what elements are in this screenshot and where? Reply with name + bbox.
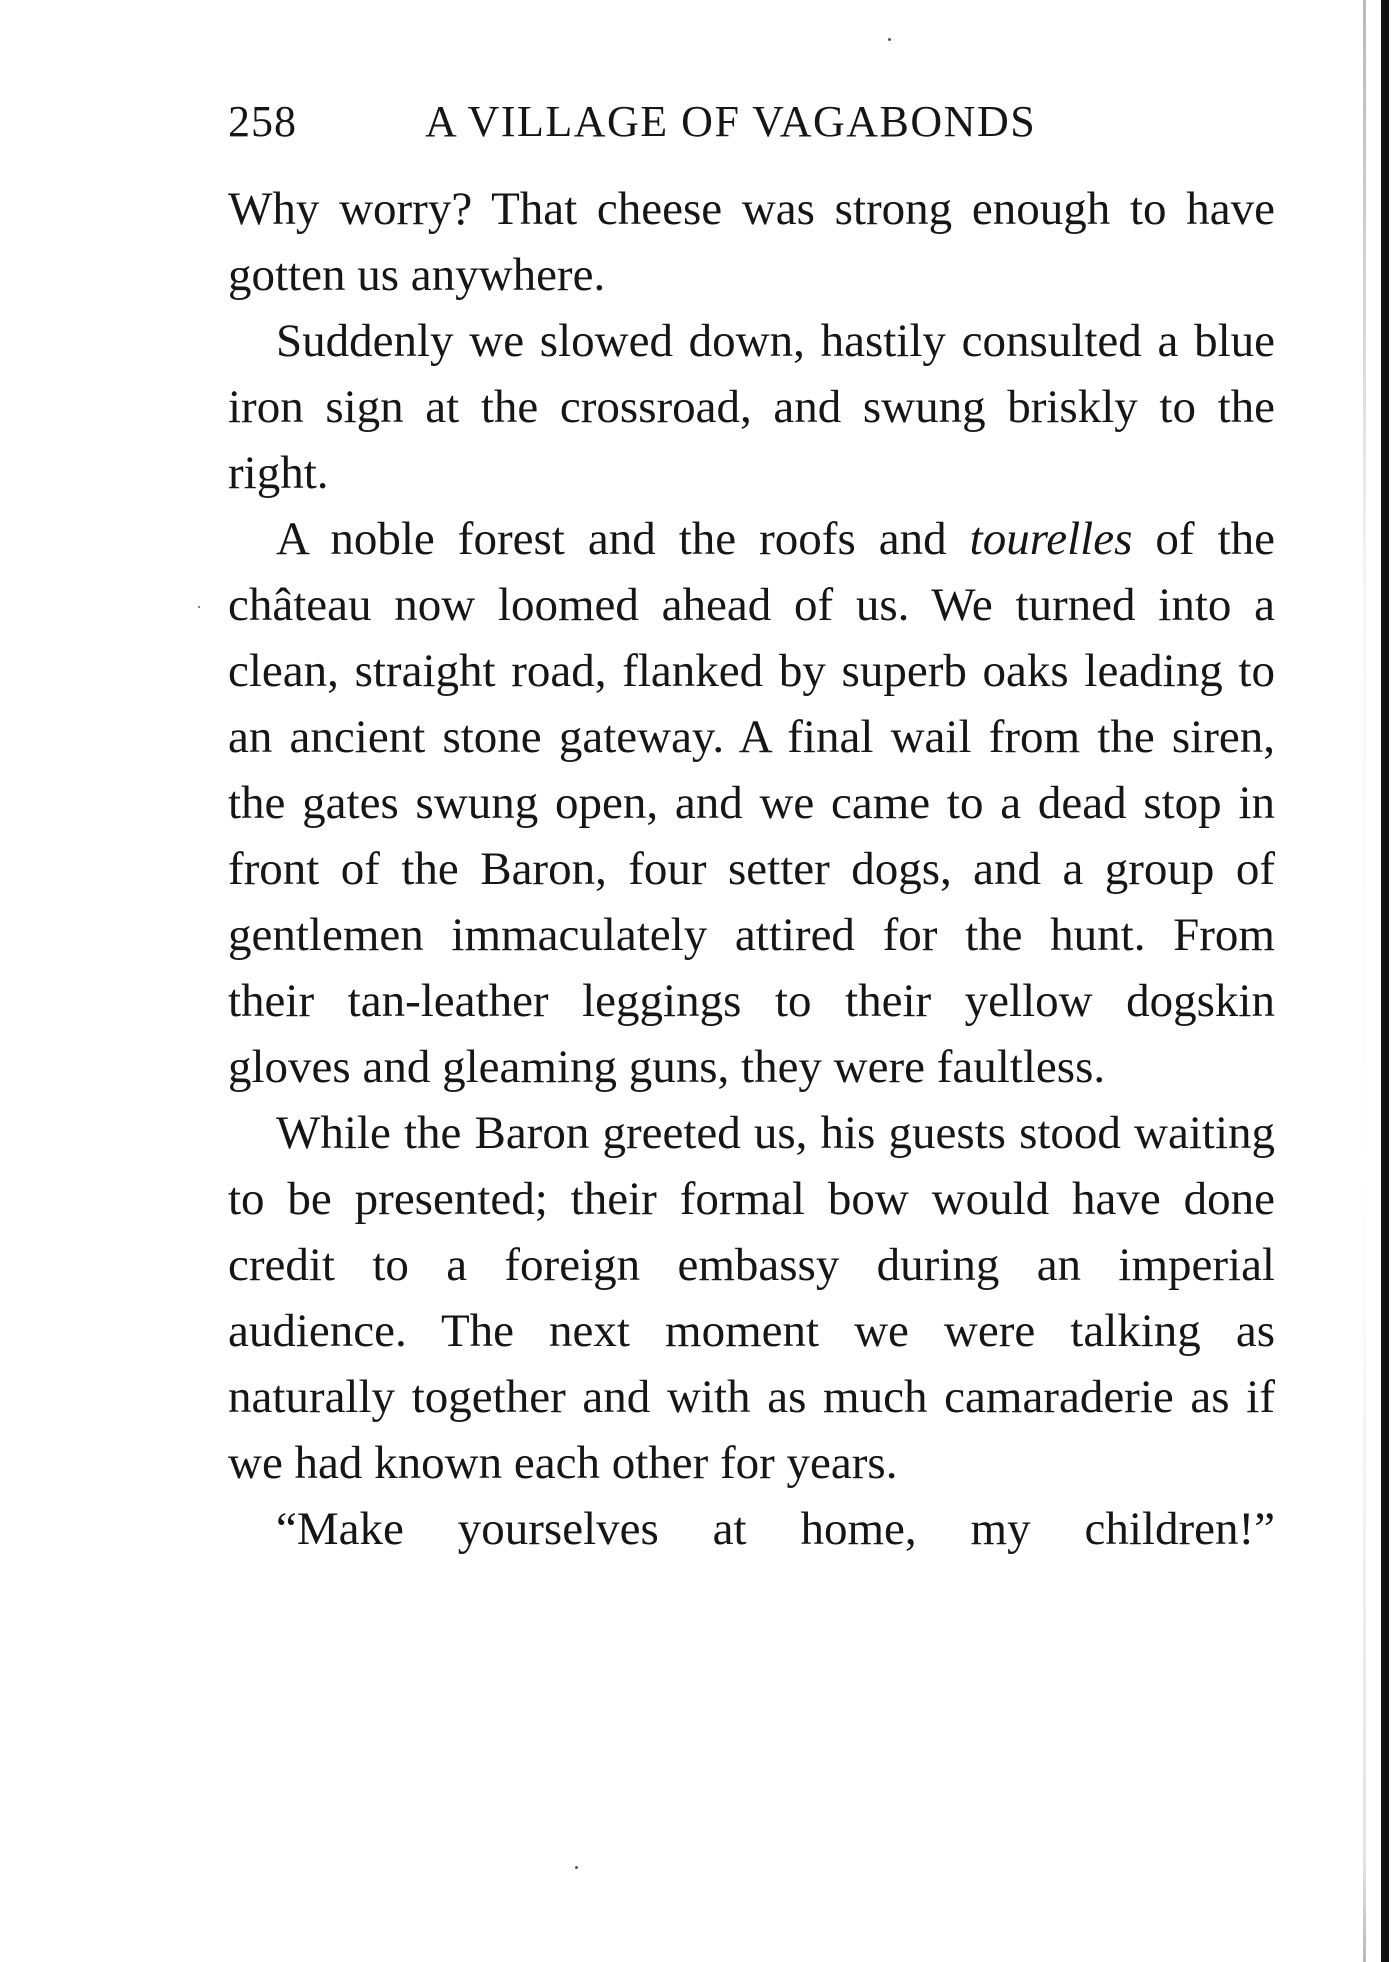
scan-speck (888, 38, 891, 41)
body-text (228, 176, 1275, 1562)
paragraph-2: Suddenly we slowed down, hastily consulted a blue iron sign at the crossroad, and swung briskly to the right. (228, 315, 1275, 499)
paragraph-1: Why worry? That cheese was strong enough to have gotten us anywhere. (228, 183, 1275, 301)
scan-edge-border (1381, 0, 1389, 1962)
scan-shadow (1363, 0, 1366, 1962)
running-title: A VILLAGE OF VAGABONDS (425, 97, 1037, 146)
paragraph-4: While the Baron greeted us, his guests stood waiting to be presented; their formal bow would have done credit to a foreign embassy during an imperial audience. The next moment we were talking as naturally together and with as much camaraderie as if we had known each other for years. (228, 1107, 1275, 1489)
page-header (228, 96, 1273, 156)
scan-speck (575, 1866, 578, 1869)
paragraph-3-text-end: of the château now loomed ahead of us. We turned into a clean, straight road, flanked by superb oaks leading to an ancient stone gateway. A final wail from the siren, the gates swung open, and we came to a dead stop in front of the Baron, four setter dogs, and a group of gentlemen immaculately attired for the hunt. From their tan-leather leggings to their yellow dogskin gloves and gleaming guns, they were faultless. (228, 513, 1275, 1093)
paragraph-5: “Make yourselves at home, my children!” (276, 1503, 1275, 1555)
page-number: 258 (228, 97, 297, 146)
scan-speck (198, 606, 200, 608)
paragraph-3 (228, 506, 1275, 1100)
italic-word-tourelles: tourelles (969, 513, 1133, 565)
paragraph-3-text-start: A noble forest and the roofs and (276, 513, 970, 565)
